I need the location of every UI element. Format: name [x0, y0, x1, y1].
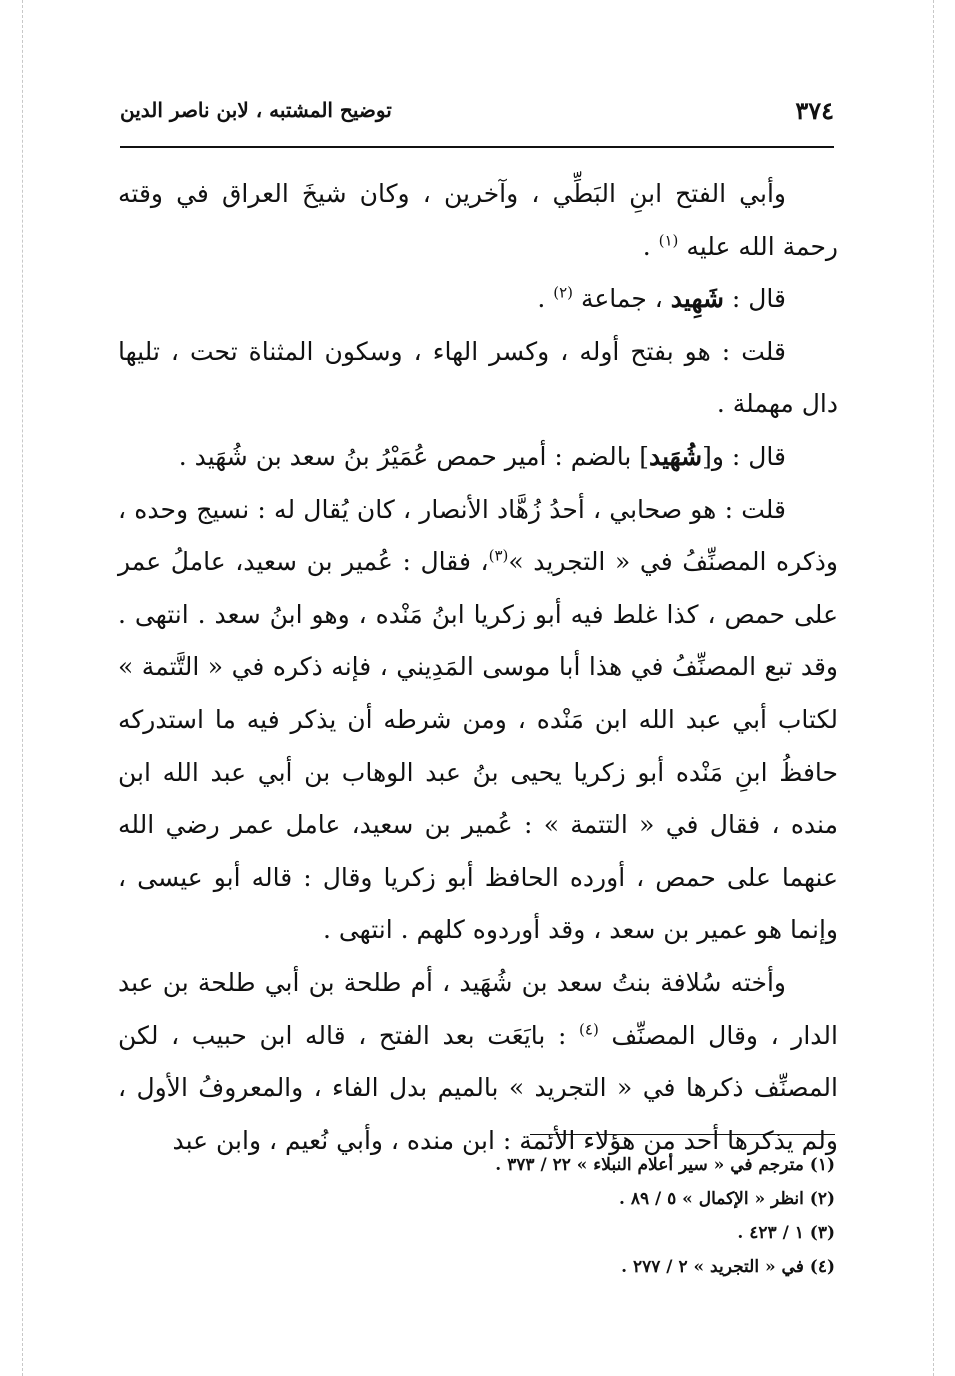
footnote-3: (٣) ١ / ٤٢٣ .: [737, 1223, 835, 1243]
footnote-1: (١) مترجم في « سير أعلام النبلاء » ٢٢ / ٣٧٣ .: [495, 1155, 835, 1175]
footnote-2: (٢) انظر « الإكمال » ٥ / ٨٩ .: [618, 1189, 835, 1209]
footnote-ref-4: (٤): [579, 1020, 599, 1039]
entry-headword: شَهِيد: [670, 284, 724, 314]
left-margin-guide: [22, 0, 23, 1376]
footnote-rule: [530, 1134, 835, 1135]
footnote-ref-3: (٣): [488, 546, 509, 565]
page-header: [120, 92, 834, 132]
right-margin-guide: [933, 0, 934, 1376]
footnote-ref-1: (١): [658, 231, 679, 250]
footnote-ref-2: (٢): [553, 283, 574, 302]
entry-headword: شُهَيد: [648, 441, 703, 471]
paragraph-2: قال : شَهِيد ، جماعة $^{(٢)}$ .: [537, 283, 786, 314]
paragraph-1: وأبي الفتح ابنِ البَطِّي ، وآخرين ، وكان شيخَ العراق في وقته رحمة الله عليه $^{(١)}$ .: [118, 179, 838, 261]
main-text: [118, 168, 838, 1167]
paragraph-5: قلت : هو صحابي ، أحدُ زُهَّاد الأنصار ، كان يُقال له : نسيج وحده ، وذكره المصنِّفُ في « التجريد »$^{(٣)}$، فقال : عُمير بن سعيد، عاملُ عمر على حمص ، كذا غلط فيه أبو زكريا ابنُ مَنْده ، وهو ابنُ سعد . انتهى . وقد تبع المصنِّفُ في هذا أبا موسى المَدِيني ، فإنه ذكره في « التَّتمة » لكتاب أبي عبد الله ابن مَنْده ، ومن شرطه أن يذكر فيه ما استدركه حافظُ ابنِ مَنْده أبو زكريا يحيى بنُ عبد الوهاب بن أبي عبد الله ابن منده ، فقال في « التتمة » : عُمير بن سعيد، عامل عمر رضي الله عنهما على حمص ، أورده الحافظ أبو زكريا وقال : قاله أبو عيسى ، وإنما هو عمير بن سعد ، وقد أوردوه كلهم . انتهى .: [118, 494, 838, 945]
paragraph-4: قال : و[شُهَيد] بالضم : أمير حمص عُمَيْرُ بنُ سعد بن شُهَيد .: [178, 441, 786, 471]
page-number: ٣٧٤: [795, 96, 834, 125]
footnotes: [400, 1148, 835, 1284]
running-title: توضيح المشتبه ، لابن ناصر الدين: [120, 98, 392, 122]
header-rule: [120, 146, 834, 148]
footnote-4: (٤) في « التجريد » ٢ / ٢٧٧ .: [621, 1257, 835, 1277]
paragraph-6: وأخته سُلافة بنتُ سعد بن شُهَيد ، أم طلحة بن أبي طلحة بن عبد الدار ، وقال المصنِّف $^{(٤)}$ : بايَعَت بعد الفتح ، قاله ابن حبيب ، لكن المصنِّف ذكرها في « التجريد » بالميم بدل الفاء ، والمعروفُ الأول ، ولم يذكرها أحد من هؤلاء الأئمة : ابن منده ، وأبي نُعيم ، وابن عبد: [118, 967, 838, 1155]
paragraph-3: قلت : هو بفتح أوله ، وكسر الهاء ، وسكون المثناة تحت ، تليها دال مهملة .: [118, 336, 838, 419]
